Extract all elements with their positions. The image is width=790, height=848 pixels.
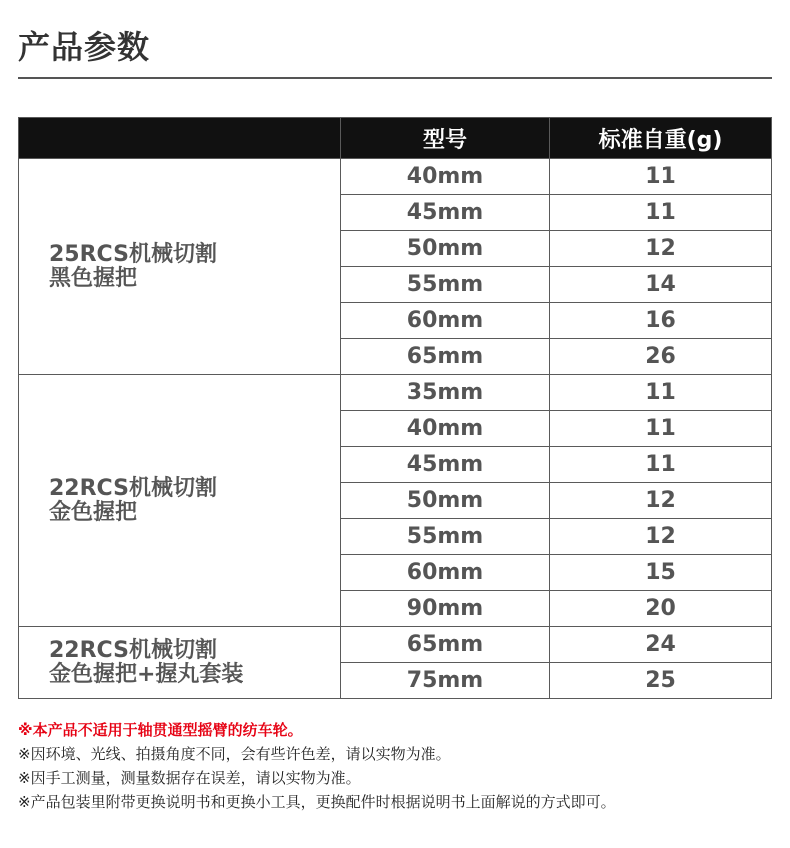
product-variant: 金色握把+握丸套装 xyxy=(49,661,244,687)
product-group-cell xyxy=(19,375,341,627)
model-cell: 45mm xyxy=(341,447,550,483)
spec-table xyxy=(18,117,772,699)
table-row xyxy=(19,375,772,411)
weight-cell: 11 xyxy=(550,195,772,231)
weight-cell: 11 xyxy=(550,447,772,483)
header-model: 型号 xyxy=(341,118,550,159)
weight-cell: 15 xyxy=(550,555,772,591)
product-name: 25RCS机械切割 xyxy=(49,241,217,267)
model-cell: 75mm xyxy=(341,663,550,699)
weight-cell: 25 xyxy=(550,663,772,699)
weight-cell: 16 xyxy=(550,303,772,339)
model-cell: 60mm xyxy=(341,303,550,339)
model-cell: 45mm xyxy=(341,195,550,231)
weight-cell: 20 xyxy=(550,591,772,627)
weight-cell: 11 xyxy=(550,411,772,447)
header-weight: 标准自重(g) xyxy=(550,118,772,159)
weight-cell: 11 xyxy=(550,375,772,411)
product-group-cell xyxy=(19,627,341,699)
model-cell: 55mm xyxy=(341,267,550,303)
model-cell: 65mm xyxy=(341,339,550,375)
model-cell: 50mm xyxy=(341,231,550,267)
note-line: ※产品包装里附带更换说明书和更换小工具，更换配件时根据说明书上面解说的方式即可。 xyxy=(18,793,616,811)
title-divider xyxy=(18,77,772,79)
model-cell: 90mm xyxy=(341,591,550,627)
weight-cell: 14 xyxy=(550,267,772,303)
model-cell: 60mm xyxy=(341,555,550,591)
weight-cell: 11 xyxy=(550,159,772,195)
table-row xyxy=(19,159,772,195)
product-name: 22RCS机械切割 xyxy=(49,637,217,663)
table-row xyxy=(19,627,772,663)
weight-cell: 26 xyxy=(550,339,772,375)
model-cell: 40mm xyxy=(341,159,550,195)
page-title: 产品参数 xyxy=(18,28,151,66)
product-name: 22RCS机械切割 xyxy=(49,475,217,501)
weight-cell: 12 xyxy=(550,519,772,555)
table-header-row xyxy=(19,118,772,159)
weight-cell: 12 xyxy=(550,483,772,519)
model-cell: 40mm xyxy=(341,411,550,447)
model-cell: 35mm xyxy=(341,375,550,411)
note-line: ※因环境、光线、拍摄角度不同，会有些许色差，请以实物为准。 xyxy=(18,745,451,763)
model-cell: 65mm xyxy=(341,627,550,663)
warning-note: ※本产品不适用于轴贯通型摇臂的纺车轮。 xyxy=(18,721,303,739)
header-product xyxy=(19,118,341,159)
product-variant: 金色握把 xyxy=(49,499,138,525)
weight-cell: 24 xyxy=(550,627,772,663)
weight-cell: 12 xyxy=(550,231,772,267)
notes-section xyxy=(18,718,778,814)
model-cell: 50mm xyxy=(341,483,550,519)
model-cell: 55mm xyxy=(341,519,550,555)
product-variant: 黑色握把 xyxy=(49,265,138,291)
product-group-cell xyxy=(19,159,341,375)
note-line: ※因手工测量，测量数据存在误差，请以实物为准。 xyxy=(18,769,361,787)
